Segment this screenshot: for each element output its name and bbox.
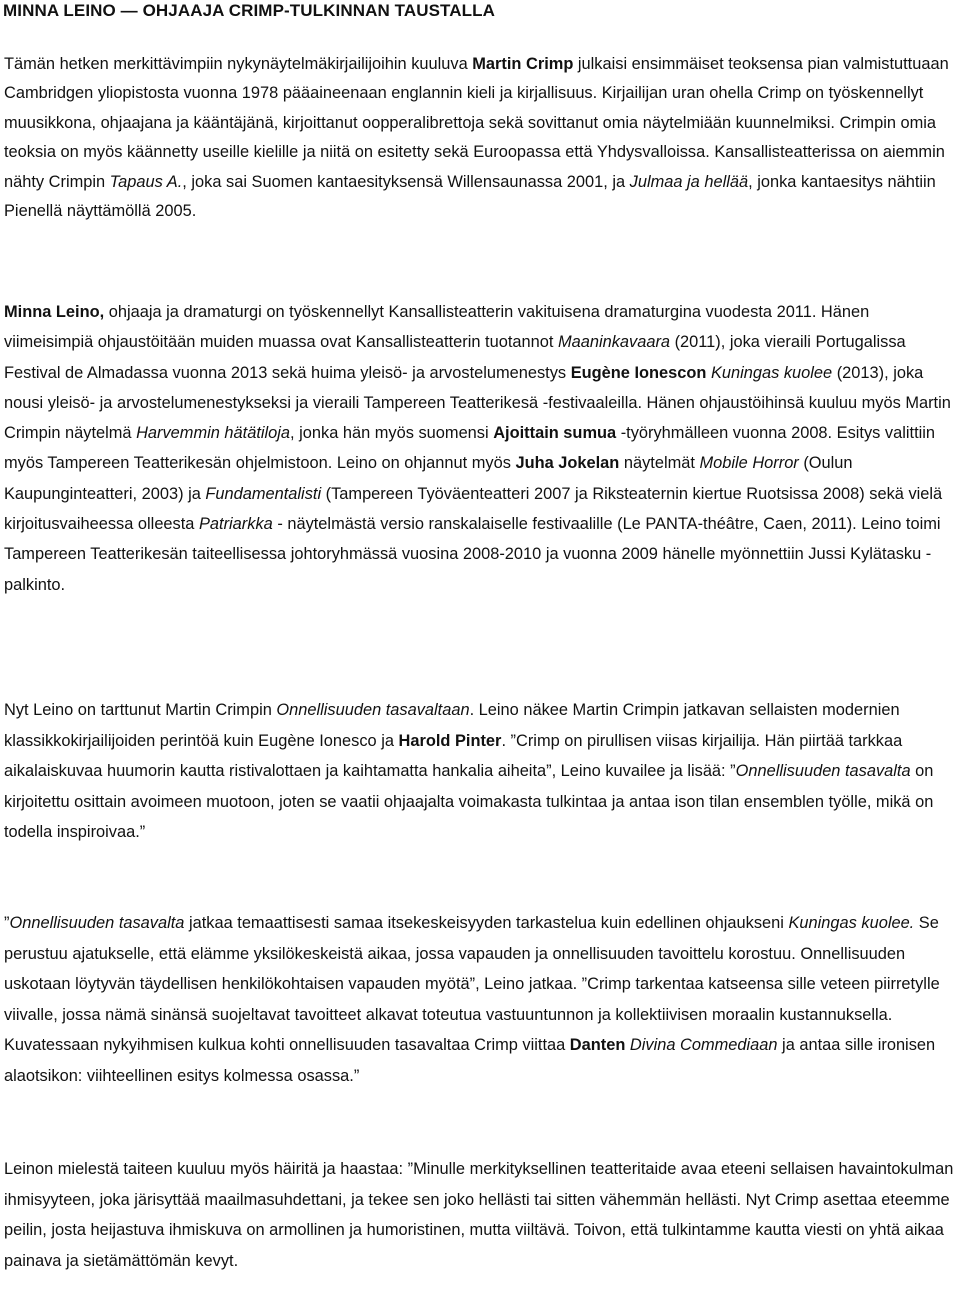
bold-text-run: Eugène Ionescon xyxy=(570,363,707,382)
italic-text-run: Onnellisuuden tasavalta xyxy=(9,914,185,932)
bold-text-run: Ajoittain sumua xyxy=(493,424,617,443)
text-run: julkaisi ensimmäiset teoksensa pian valmistuttuaan Cambridgen yliopistosta vuonna 1978 pääaineenaan englannin kieli ja kirjallisuus. Kirjailijan uran ohella Crimp on työskennellyt muusikkona, ohjaajana ja kääntäjänä, kirjoittanut oopperalibrettoja sekä sovittanut omia näytelmiään kuunnelmiksi. Crimpin omia teoksia on myös käännetty useille kielille ja niitä on esitetty sekä Euroopassa että Yhdysvalloissa. Kansallisteatterissa on aiemmin nähty Crimpin xyxy=(4,55,949,191)
text-run: (2011), joka vieraili Portugalissa Festival de Almadassa vuonna 2013 sekä huima yleisö- ja arvostelumenestys xyxy=(4,333,906,382)
text-run: Tämän hetken merkittävimpiin nykynäytelmäkirjailijoihin kuuluva xyxy=(4,55,473,73)
bold-text-run: Juha Jokelan xyxy=(515,454,620,473)
paragraph-leino-bio xyxy=(4,297,956,600)
text-run: -työryhmälleen vuonna 2008. Esitys valittiin myös Tampereen Teatterikesän ohjelmistoon. Leino on ohjannut myös xyxy=(4,424,936,473)
text-run: (Tampereen Työväenteatteri 2007 ja Riksteaternin kiertue Ruotsissa 2008) sekä vielä kirjoitusvaiheessa olleesta xyxy=(4,484,943,534)
text-run: (Oulun Kaupunginteatteri, 2003) ja xyxy=(4,454,853,503)
text-run: , joka sai Suomen kantaesityksensä Willensaunassa 2001, ja xyxy=(182,172,630,191)
text-run: Nyt Leino on tarttunut Martin Crimpin xyxy=(4,701,277,719)
italic-text-run: Kuningas kuolee. xyxy=(788,914,915,932)
bold-text-run: Minna Leino, xyxy=(4,303,105,321)
text-run: Se perustuu ajatukselle, että elämme yksilökeskeistä aikaa, jossa vapauden ja onnellisuuden tavoittelu korostuu. Onnellisuuden uskotaan löytyvän täydellisen henkilökohtaisen vapauden myötä”, Leino jatkaa. ”Crimp tarkentaa katseensa sille veteen piirretylle viivalle, jossa nämä sinänsä suojeltavat tavoitteet alkavat toteutua vastuuntunnon ja kollektiivisen moraalin kustannuksella. Kuvatessaan nykyihmisen kulkua kohti onnellisuuden tasavaltaa Crimp viittaa xyxy=(4,914,940,1055)
text-run: jatkaa temaattisesti samaa itsekeskeisyyden tarkastelua kuin edellinen ohjaukseni xyxy=(184,914,789,932)
text-run: - näytelmästä versio ranskalaiselle festivaalille (Le PANTA-théâtre, Caen, 2011). Leino toimi Tampereen Teatterikesän taiteellisessa johtoryhmässä vuosina 2008-2010 ja vuonna 2009 hänelle myönnettiin Jussi Kylätasku -palkinto. xyxy=(4,515,941,594)
paragraph-crimp-intro xyxy=(4,50,956,226)
italic-text-run: Onnellisuuden tasavalta xyxy=(735,762,911,781)
paragraph-onnellisuuden-tasavalta xyxy=(4,695,956,848)
italic-text-run: Harvemmin hätätiloja xyxy=(136,424,291,443)
text-run: (2013), joka nousi yleisö- ja arvostelumenestykseksi ja vieraili Tampereen Teatterikesä -festivaaleilla. Hänen ohjaustöihinsä kuuluu myös Martin Crimpin näytelmä xyxy=(4,363,951,443)
bold-text-run: Harold Pinter xyxy=(398,731,502,750)
paragraph-themes xyxy=(4,908,956,1092)
italic-text-run: Mobile Horror xyxy=(699,454,799,473)
text-run: näytelmät xyxy=(619,454,700,473)
article-title: MINNA LEINO — OHJAAJA CRIMP-TULKINNAN TAUSTALLA xyxy=(3,1,496,20)
text-run: , jonka kantaesitys nähtiin Pienellä näyttämöllä 2005. xyxy=(4,172,936,221)
italic-text-run: Divina Commediaan xyxy=(629,1036,778,1055)
text-run: . Leino näkee Martin Crimpin jatkavan sellaisten modernien klassikkokirjailijoiden perintöä kuin Eugène Ionesco ja xyxy=(4,701,900,750)
italic-text-run: Onnellisuuden tasavaltaan xyxy=(276,701,470,719)
text-run: ja antaa sille ironisen alaotsikon: viihteellinen esitys kolmessa osassa.” xyxy=(4,1036,936,1085)
italic-text-run: Kuningas kuolee xyxy=(710,363,833,382)
italic-text-run: Fundamentalisti xyxy=(205,484,322,503)
italic-text-run: Maaninkavaara xyxy=(557,333,671,352)
text-run: . ”Crimp on pirullisen viisas kirjailija. Hän piirtää tarkkaa aikalaiskuvaa huumorin kautta ristivalottaen ja kaihtamatta hankalia aiheita”, Leino kuvailee ja lisää: ” xyxy=(4,731,903,781)
text-run: ” xyxy=(4,914,10,932)
text-run: ohjaaja ja dramaturgi on työskennellyt Kansallisteatterin vakituisena dramaturgina vuodesta 2011. Hänen viimeisimpiä ohjaustöitään muiden muassa ovat Kansallisteatterin tuotannot xyxy=(4,303,870,352)
italic-text-run: Tapaus A. xyxy=(109,172,183,191)
bold-text-run: Martin Crimp xyxy=(472,55,574,73)
text-run: on kirjoitettu osittain avoimeen muotoon, joten se vaatii ohjaajalta voimakasta tulkintaa ja antaa ison tilan ensemblen työlle, mikä on todella inspiroivaa.” xyxy=(4,762,934,842)
paragraph-leino-quote xyxy=(4,1154,956,1276)
italic-text-run: Patriarkka xyxy=(198,515,273,534)
bold-text-run: Danten xyxy=(569,1036,626,1055)
text-run: Leinon mielestä taiteen kuuluu myös häiritä ja haastaa: ”Minulle merkityksellinen teatteritaide avaa eteeni sellaisen havaintokulman ihmisyyteen, joka järisyttää maailmasuhdettani, ja tekee sen joko hellästi tai sitten vähemmän hellästi. Nyt Crimp asettaa eteemme peilin, josta heijastuva ihmiskuva on armollinen ja humoristinen, mutta viiltävä. Toivon, että tulkintamme kautta viesti on yhtä aikaa painava ja sietämättömän kevyt. xyxy=(4,1160,954,1270)
italic-text-run: Julmaa ja hellää xyxy=(629,172,749,191)
text-run: , jonka hän myös suomensi xyxy=(290,424,494,443)
